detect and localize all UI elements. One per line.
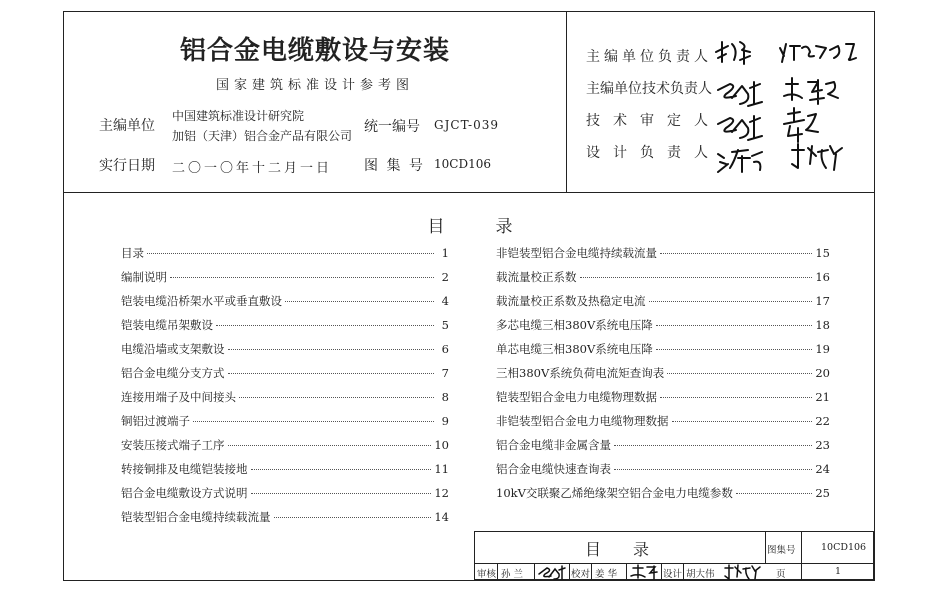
toc-leader	[193, 421, 434, 422]
toc-entry[interactable]	[121, 317, 449, 337]
role-editor-head: 主编单位负责人	[586, 49, 712, 65]
toc-entry-title: 铜铝过渡端子	[121, 414, 190, 428]
toc-entry-page: 23	[815, 438, 830, 452]
toc-leader	[660, 253, 812, 254]
title-block-vline	[626, 563, 627, 581]
toc-entry-title: 三相380V系统负荷电流矩查询表	[496, 366, 665, 380]
toc-leader	[660, 397, 812, 398]
toc-entry[interactable]	[496, 389, 830, 409]
designer-signature	[723, 564, 763, 580]
toc-leader	[228, 349, 435, 350]
handwritten-signatures	[714, 36, 864, 176]
toc-leader	[147, 253, 434, 254]
toc-leader	[228, 445, 432, 446]
toc-entry[interactable]	[121, 341, 449, 361]
title-block-atlas-value: 10CD106	[821, 542, 867, 553]
toc-entry[interactable]	[121, 437, 449, 457]
title-block	[474, 531, 874, 580]
checker-name: 姜 华	[595, 569, 618, 580]
toc-entry[interactable]	[121, 413, 449, 433]
atlas-subtitle: 国家建筑标准设计参考图	[215, 78, 414, 93]
toc-leader	[614, 445, 812, 446]
toc-entry-title: 电缆沿墙或支架敷设	[121, 342, 225, 356]
toc-entry[interactable]	[496, 461, 830, 481]
toc-entry[interactable]	[496, 317, 830, 337]
role-design-lead: 设计负责人	[586, 145, 721, 161]
toc-entry-title: 转接铜排及电缆铠装接地	[121, 462, 248, 476]
title-block-vline	[683, 563, 684, 581]
toc-title: 目 录	[427, 217, 513, 237]
toc-leader	[656, 349, 813, 350]
unified-no: GJCT-039	[434, 118, 499, 132]
toc-entry-title: 载流量校正系数	[496, 270, 577, 284]
toc-entry[interactable]	[496, 269, 830, 289]
toc-entry-title: 铝合金电缆敷设方式说明	[121, 486, 248, 500]
toc-entry[interactable]	[496, 245, 830, 265]
toc-entry-page: 9	[441, 414, 449, 428]
toc-leader	[274, 517, 432, 518]
effective-date-label: 实行日期	[99, 158, 155, 174]
title-block-vline	[534, 563, 535, 581]
reviewer-signature	[537, 564, 567, 580]
atlas-no-label: 图 集 号	[364, 158, 425, 174]
role-editor-tech-head: 主编单位技术负责人	[586, 81, 712, 97]
toc-entry-title: 铠装电缆沿桥架水平或垂直敷设	[121, 294, 282, 308]
designer-name: 胡大伟	[686, 569, 715, 580]
toc-entry-page: 16	[815, 270, 830, 284]
toc-leader	[656, 325, 813, 326]
toc-leader	[649, 301, 813, 302]
toc-entry-title: 编制说明	[121, 270, 167, 284]
toc-leader	[170, 277, 434, 278]
toc-entry-page: 21	[815, 390, 830, 404]
title-block-vline	[591, 563, 592, 581]
role-tech-approver: 技术审定人	[586, 113, 721, 129]
header-vertical-divider	[566, 12, 567, 192]
toc-entry-title: 连接用端子及中间接头	[121, 390, 236, 404]
unified-no-label: 统一编号	[364, 119, 420, 135]
toc-entry-page: 2	[441, 270, 449, 284]
title-block-name: 目 录	[585, 540, 650, 559]
title-block-vline	[661, 563, 662, 581]
toc-entry-title: 10kV交联聚乙烯绝缘架空铝合金电力电缆参数	[496, 486, 733, 500]
toc-entry[interactable]	[121, 269, 449, 289]
toc-entry[interactable]	[121, 509, 449, 529]
toc-entry-title: 铠装型铝合金电力电缆物理数据	[496, 390, 657, 404]
page-value: 1	[835, 566, 842, 577]
toc-leader	[285, 301, 434, 302]
toc-entry[interactable]	[496, 413, 830, 433]
toc-leader	[614, 469, 812, 470]
toc-entry-title: 铝合金电缆非金属含量	[496, 438, 611, 452]
toc-entry[interactable]	[496, 341, 830, 361]
editor-unit-line-1: 中国建筑标准设计研究院	[172, 109, 305, 123]
toc-entry-page: 18	[815, 318, 830, 332]
toc-leader	[228, 373, 435, 374]
toc-leader	[667, 373, 812, 374]
toc-entry-title: 单芯电缆三相380V系统电压降	[496, 342, 653, 356]
title-block-vline	[765, 532, 766, 563]
toc-entry-page: 5	[441, 318, 449, 332]
review-label: 审核	[477, 569, 497, 580]
toc-entry-page: 14	[434, 510, 449, 524]
toc-entry-page: 19	[815, 342, 830, 356]
toc-entry-title: 非铠装型铝合金电力电缆物理数据	[496, 414, 669, 428]
drawing-frame	[63, 11, 875, 581]
toc-entry-page: 25	[815, 486, 830, 500]
toc-leader	[239, 397, 434, 398]
toc-entry-title: 铝合金电缆快速查询表	[496, 462, 611, 476]
atlas-no: 10CD106	[434, 157, 491, 171]
toc-entry-page: 22	[815, 414, 830, 428]
toc-entry[interactable]	[496, 485, 830, 505]
toc-leader	[580, 277, 813, 278]
design-label: 设计	[663, 569, 683, 580]
toc-entry[interactable]	[496, 365, 830, 385]
toc-entry-page: 6	[441, 342, 449, 356]
title-block-vline	[569, 563, 570, 581]
check-label: 校对	[571, 569, 591, 580]
toc-leader	[672, 421, 813, 422]
toc-entry-title: 安装压接式端子工序	[121, 438, 225, 452]
toc-leader	[736, 493, 812, 494]
toc-leader	[216, 325, 434, 326]
reviewer-name: 孙 兰	[501, 569, 524, 580]
header-divider	[64, 192, 874, 193]
toc-entry[interactable]	[121, 461, 449, 481]
editor-unit-line-2: 加铝（天津）铝合金产品有限公司	[172, 129, 353, 143]
toc-entry-page: 8	[441, 390, 449, 404]
toc-entry[interactable]	[496, 293, 830, 313]
toc-entry-page: 15	[815, 246, 830, 260]
toc-entry-page: 10	[434, 438, 449, 452]
toc-entry-page: 24	[815, 462, 830, 476]
title-block-atlas-label: 图集号	[767, 545, 796, 556]
toc-entry-title: 非铠装型铝合金电缆持续载流量	[496, 246, 657, 260]
title-block-vline	[497, 563, 498, 581]
toc-entry-page: 1	[441, 246, 449, 260]
toc-entry-title: 铝合金电缆分支方式	[121, 366, 225, 380]
toc-entry-page: 11	[434, 462, 449, 476]
toc-entry[interactable]	[121, 485, 449, 505]
toc-entry[interactable]	[496, 437, 830, 457]
toc-entry-title: 铠装电缆吊架敷设	[121, 318, 213, 332]
toc-leader	[251, 469, 432, 470]
checker-signature	[629, 564, 659, 580]
toc-entry[interactable]	[121, 245, 449, 265]
page-label: 页	[776, 569, 786, 580]
toc-entry-page: 17	[815, 294, 830, 308]
toc-entry[interactable]	[121, 365, 449, 385]
toc-leader	[251, 493, 432, 494]
toc-entry-page: 20	[815, 366, 830, 380]
toc-entry-page: 4	[441, 294, 449, 308]
toc-entry[interactable]	[121, 293, 449, 313]
atlas-title: 铝合金电缆敷设与安装	[179, 36, 450, 66]
title-block-vline	[801, 532, 802, 581]
toc-entry-title: 铠装型铝合金电缆持续载流量	[121, 510, 271, 524]
toc-entry-title: 多芯电缆三相380V系统电压降	[496, 318, 653, 332]
toc-entry-page: 12	[434, 486, 449, 500]
toc-entry[interactable]	[121, 389, 449, 409]
toc-entry-title: 目录	[121, 246, 144, 260]
toc-entry-title: 载流量校正系数及热稳定电流	[496, 294, 646, 308]
editor-unit-label: 主编单位	[99, 118, 155, 134]
effective-date: 二〇一〇年十二月一日	[172, 161, 333, 176]
toc-entry-page: 7	[441, 366, 449, 380]
